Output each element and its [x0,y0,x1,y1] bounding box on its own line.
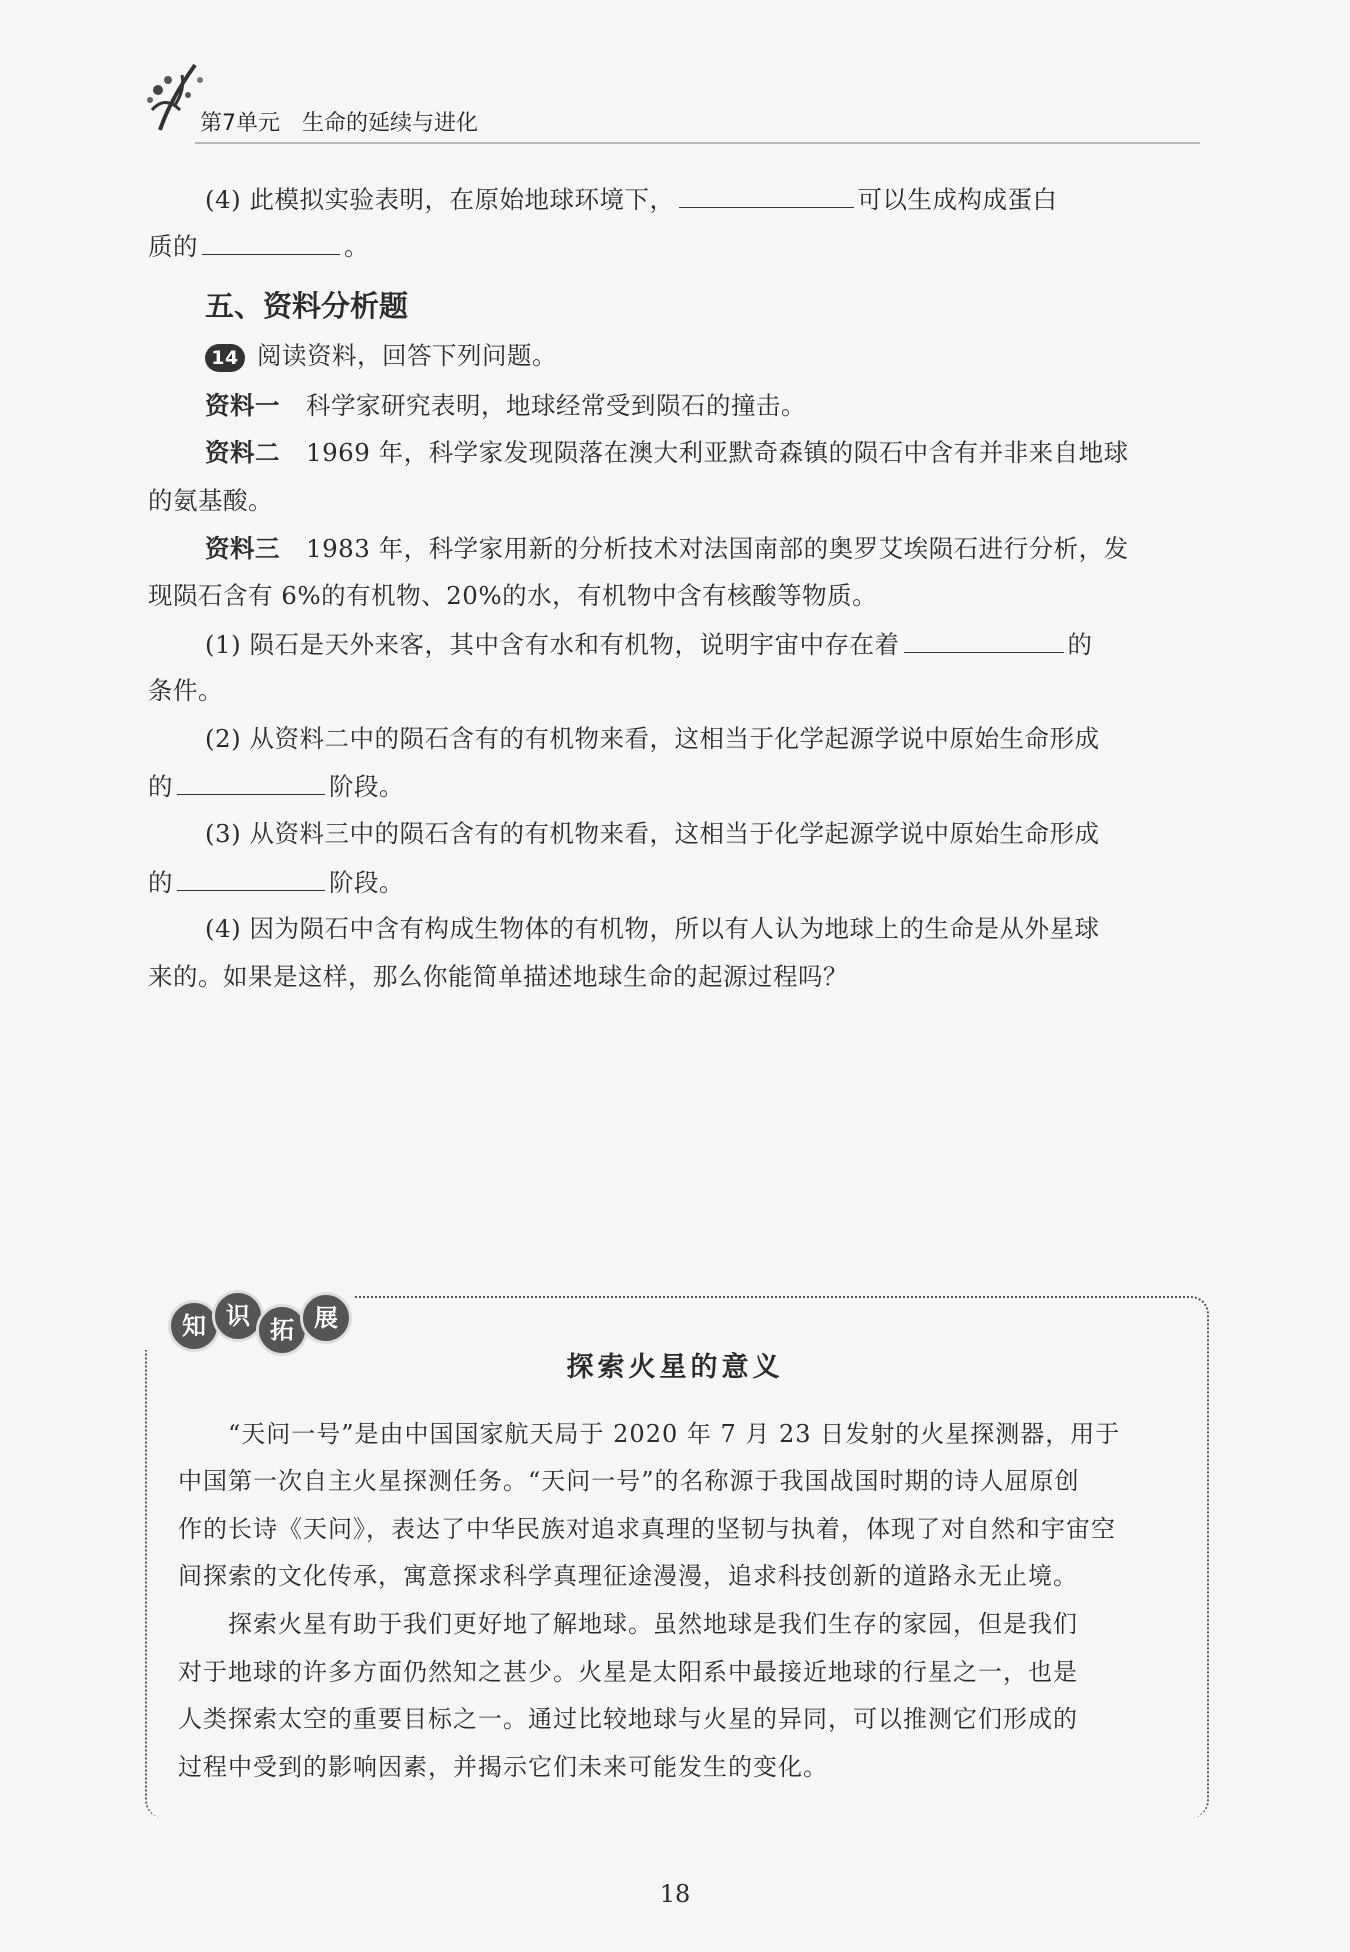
badge-char: 拓 [256,1304,308,1356]
material-1: 资料一 科学家研究表明，地球经常受到陨石的撞击。 [205,391,806,420]
q14-item2: (2) 从资料二中的陨石含有的有机物来看，这相当于化学起源学说中原始生命形成 [205,724,1100,753]
header-divider [195,142,1200,144]
page-number: 18 [659,1880,691,1908]
knowledge-p2-line: 过程中受到的影响因素，并揭示它们未来可能发生的变化。 [178,1753,828,1781]
q14-item1-cont: 条件。 [148,676,223,705]
answer-blank[interactable] [177,770,325,795]
q14-item3-cont: 的 阶段。 [148,868,404,897]
knowledge-title: 探索火星的意义 [566,1352,784,1383]
q14-item4: (4) 因为陨石中含有构成生物体的有机物，所以有人认为地球上的生命是从外星球 [205,914,1100,943]
answer-blank[interactable] [904,628,1064,653]
material-2-cont: 的氨基酸。 [148,486,273,515]
prev-q4-line1: (4) 此模拟实验表明，在原始地球环境下， 可以生成构成蛋白 [205,185,1058,214]
material-3: 资料三 1983 年，科学家用新的分析技术对法国南部的奥罗艾埃陨石进行分析，发 [205,534,1129,563]
answer-blank[interactable] [177,866,325,891]
knowledge-p2-line: 探索火星有助于我们更好地了解地球。虽然地球是我们生存的家园，但是我们 [228,1610,1078,1638]
knowledge-p2-line: 对于地球的许多方面仍然知之甚少。火星是太阳系中最接近地球的行星之一，也是 [178,1658,1078,1686]
badge-char: 展 [300,1292,352,1344]
prev-q4-line2: 质的 。 [148,232,369,261]
question-14-prompt: 14 阅读资料，回答下列问题。 [205,340,1203,372]
q14-item2-cont: 的 阶段。 [148,772,404,801]
badge-char: 知 [168,1300,220,1352]
material-2: 资料二 1969 年，科学家发现陨落在澳大利亚默奇森镇的陨石中含有并非来自地球 [205,438,1129,467]
material-3-cont: 现陨石含有 6%的有机物、20%的水，有机物中含有核酸等物质。 [148,581,878,610]
header-title [200,106,500,137]
knowledge-p1-line: 间探索的文化传承，寓意探求科学真理征途漫漫，追求科技创新的道路永无止境。 [178,1562,1078,1590]
page-header [140,50,1200,145]
knowledge-p1-line: 作的长诗《天问》，表达了中华民族对追求真理的坚韧与执着，体现了对自然和宇宙空 [178,1515,1116,1543]
q14-item1: (1) 陨石是天外来客，其中含有水和有机物，说明宇宙中存在着 的 [205,630,1093,659]
answer-blank[interactable] [202,230,340,255]
unit-label: 第7单元 [200,111,280,136]
answer-blank[interactable] [679,183,854,208]
q14-item3: (3) 从资料三中的陨石含有的有机物来看，这相当于化学起源学说中原始生命形成 [205,819,1100,848]
badge-char: 识 [212,1290,264,1342]
knowledge-p2-line: 人类探索太空的重要目标之一。通过比较地球与火星的异同，可以推测它们形成的 [178,1705,1078,1733]
knowledge-p1-line: “天问一号”是由中国国家航天局于 2020 年 7 月 23 日发射的火星探测器，用于 [228,1420,1121,1448]
unit-title: 生命的延续与进化 [302,111,479,136]
q14-item4-cont: 来的。如果是这样，那么你能简单描述地球生命的起源过程吗？ [148,962,848,991]
section-title: 五、资料分析题 [205,289,409,323]
knowledge-p1-line: 中国第一次自主火星探测任务。“天问一号”的名称源于我国战国时期的诗人屈原创 [178,1467,1080,1495]
question-number-badge: 14 [205,344,245,372]
